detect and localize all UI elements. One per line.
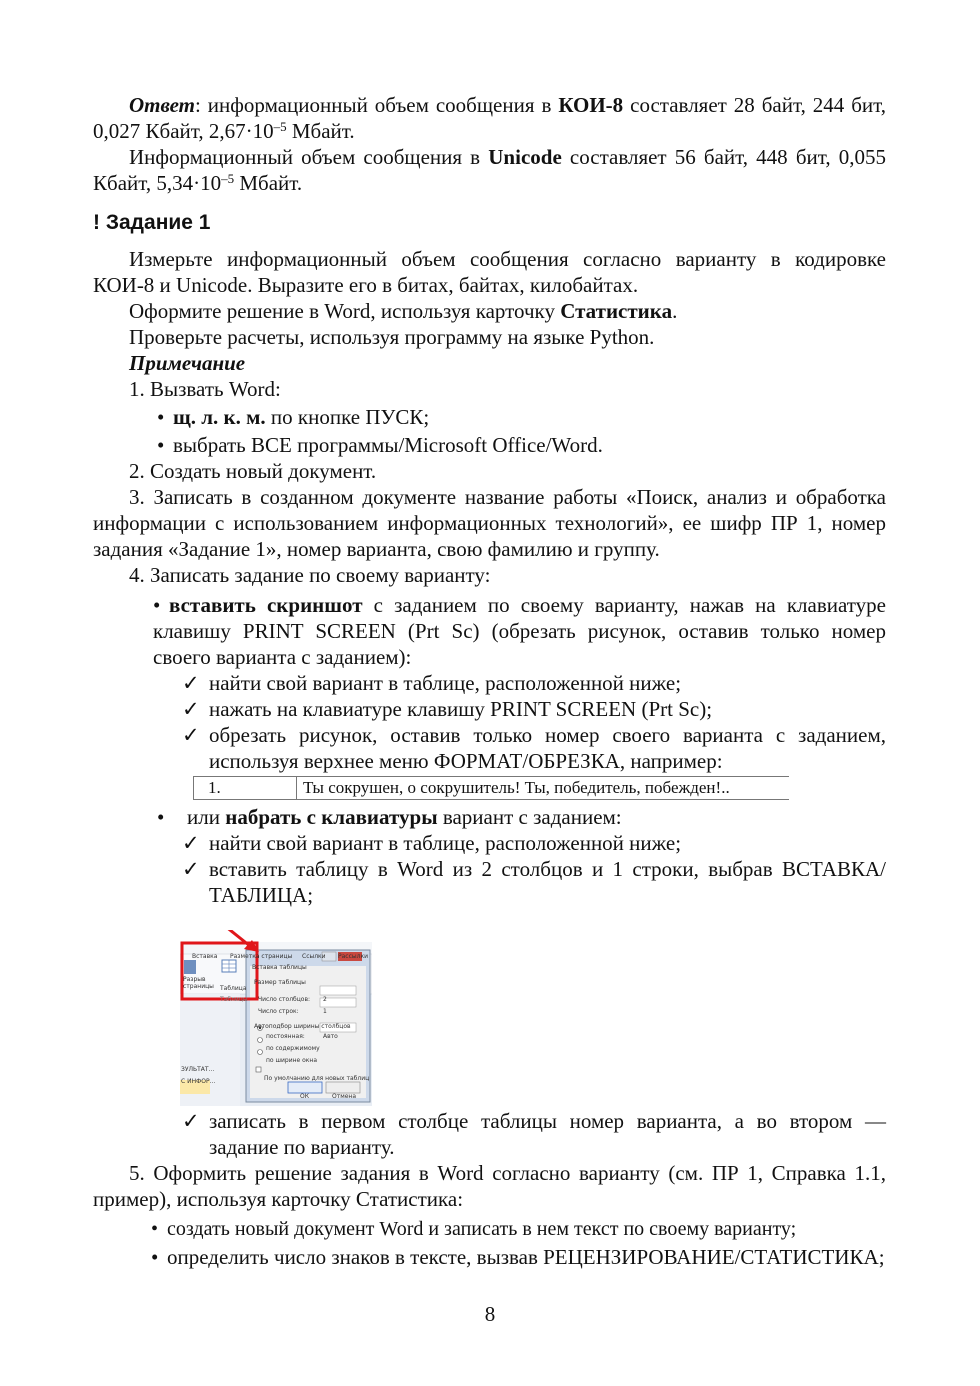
step-2: 2. Создать новый документ.: [129, 459, 377, 483]
task-heading: ! Задание 1: [93, 211, 211, 234]
rows-input[interactable]: 1: [323, 1008, 327, 1015]
table-size-label: Размер таблицы: [254, 979, 306, 986]
tab-insert[interactable]: Вставка: [192, 953, 218, 960]
fixed-width-radio[interactable]: постоянная:: [266, 1033, 305, 1040]
autofit-label: Автоподбор ширины столбцов: [254, 1023, 351, 1030]
example-text: Ты сокрушен, о сокрушитель! Ты, победитель, побежден!..: [297, 777, 790, 800]
bullet-icon: •: [157, 433, 165, 457]
step-1-bullet-1: • щ. л. к. м. по кнопке ПУСК;: [157, 405, 430, 429]
autofit-content-radio[interactable]: по содержимому: [266, 1045, 320, 1052]
fixed-width-select[interactable]: Авто: [323, 1033, 338, 1040]
step-3: 3. Записать в созданном документе название работы «Поиск, анализ и обработка информации с использованием информационных технологий», ее шифр ПР 1, номер задания «Задание 1», номер варианта, свою фамилию и группу.: [93, 485, 886, 561]
note-heading: Примечание: [129, 351, 246, 375]
dialog-title: Вставка таблицы: [252, 964, 307, 971]
page-break-button[interactable]: Разрыв страницы: [183, 976, 214, 990]
checkmark-icon: ✓: [182, 723, 200, 747]
check-item-3: ✓ обрезать рисунок, оставив только номер своего варианта с заданием, используя верхнее меню ФОРМАТ/ОБРЕЗКА, например:: [182, 723, 886, 773]
cancel-button[interactable]: Отмена: [332, 1093, 357, 1100]
checkmark-icon: ✓: [182, 857, 200, 881]
ok-button[interactable]: ОК: [300, 1093, 309, 1100]
rows-label: Число строк:: [258, 1008, 299, 1015]
exclamation-icon: !: [93, 211, 100, 234]
table-row: [194, 777, 790, 800]
bullet-icon: •: [151, 1245, 159, 1269]
step-4-bullet-2: • или набрать с клавиатуры вариант с заданием:: [157, 805, 622, 829]
tables-group-label: Таблицы: [220, 996, 248, 1003]
task-paragraph-1: Измерьте информационный объем сообщения согласно варианту в кодировке КОИ-8 и Unicode. Выразите его в битах, байтах, килобайтах.: [93, 247, 886, 297]
doc-item-2: С ИНФОР...: [181, 1078, 216, 1085]
answer-label: Ответ: [129, 93, 196, 117]
check-item-6: ✓ записать в первом столбце таблицы номер варианта, а во втором — задание по варианту.: [182, 1109, 886, 1159]
example-table: [193, 776, 789, 800]
bullet-icon: •: [157, 805, 165, 829]
checkmark-icon: ✓: [182, 831, 200, 855]
checkmark-icon: ✓: [182, 671, 200, 695]
check-item-1: ✓ найти свой вариант в таблице, расположенной ниже;: [182, 671, 682, 695]
task-paragraph-3: Проверьте расчеты, используя программу на языке Python.: [129, 325, 655, 349]
page-content: [93, 92, 886, 1270]
columns-input[interactable]: 2: [323, 996, 327, 1003]
step-5-bullet-1: • создать новый документ Word и записать в нем текст по своему варианту;: [151, 1218, 797, 1240]
check-item-2: ✓ нажать на клавиатуре клавишу PRINT SCREEN (Prt Sc);: [182, 697, 713, 721]
check-item-5: ✓ вставить таблицу в Word из 2 столбцов и 1 строки, выбрав ВСТАВКА/ТАБЛИЦА;: [182, 857, 886, 907]
tab-mailings[interactable]: Рассылки: [338, 953, 368, 960]
bullet-icon: •: [153, 593, 161, 617]
step-5-bullet-2: • определить число знаков в тексте, вызвав РЕЦЕНЗИРОВАНИЕ/СТАТИСТИКА;: [151, 1245, 885, 1269]
columns-label: Число столбцов:: [258, 996, 311, 1003]
task-paragraph-2: Оформите решение в Word, используя карточку Статистика.: [129, 299, 678, 323]
step-4-bullet-1: • вставить скриншот с заданием по своему варианту, нажав на клавиатуре клавишу PRINT SCREEN (Prt Sc) (обрезать рисунок, оставив только номер своего варианта с заданием):: [153, 593, 886, 669]
bullet-icon: •: [151, 1218, 159, 1240]
step-4: 4. Записать задание по своему варианту:: [129, 563, 491, 587]
tab-page-layout[interactable]: Разметка страницы: [230, 953, 293, 960]
page-number: 8: [484, 1302, 496, 1326]
step-1-bullet-2: • выбрать ВСЕ программы/Microsoft Office/Word.: [157, 433, 603, 457]
doc-item-1: ЗУЛЬТАТ...: [181, 1066, 215, 1073]
step-1: 1. Вызвать Word:: [129, 377, 281, 401]
autofit-window-radio[interactable]: по ширине окна: [266, 1057, 318, 1064]
bullet-icon: •: [157, 405, 165, 429]
step-5: 5. Оформить решение задания в Word согласно варианту (см. ПР 1, Справка 1.1, пример), используя карточку Статистика:: [93, 1161, 886, 1211]
example-number: 1.: [194, 777, 297, 800]
answer-line-2: Информационный объем сообщения в Unicode составляет 56 байт, 448 бит, 0,055 Кбайт, $5,34\cdot 10^{-5}$ Мбайт.: [93, 145, 887, 195]
checkmark-icon: ✓: [182, 697, 200, 721]
table-button[interactable]: Таблица: [220, 985, 247, 992]
insert-table-screenshot: [180, 930, 372, 1106]
checkmark-icon: ✓: [182, 1109, 200, 1133]
tab-references[interactable]: Ссылки: [302, 953, 326, 960]
default-checkbox[interactable]: По умолчанию для новых таблиц: [264, 1075, 370, 1082]
check-item-4: ✓ найти свой вариант в таблице, расположенной ниже;: [182, 831, 682, 855]
answer-line-1: Ответ: информационный объем сообщения в КОИ-8 составляет 28 байт, 244 бит, 0,027 Кбайт, $2,67\cdot 10^{-5}$ Мбайт.: [93, 93, 886, 143]
